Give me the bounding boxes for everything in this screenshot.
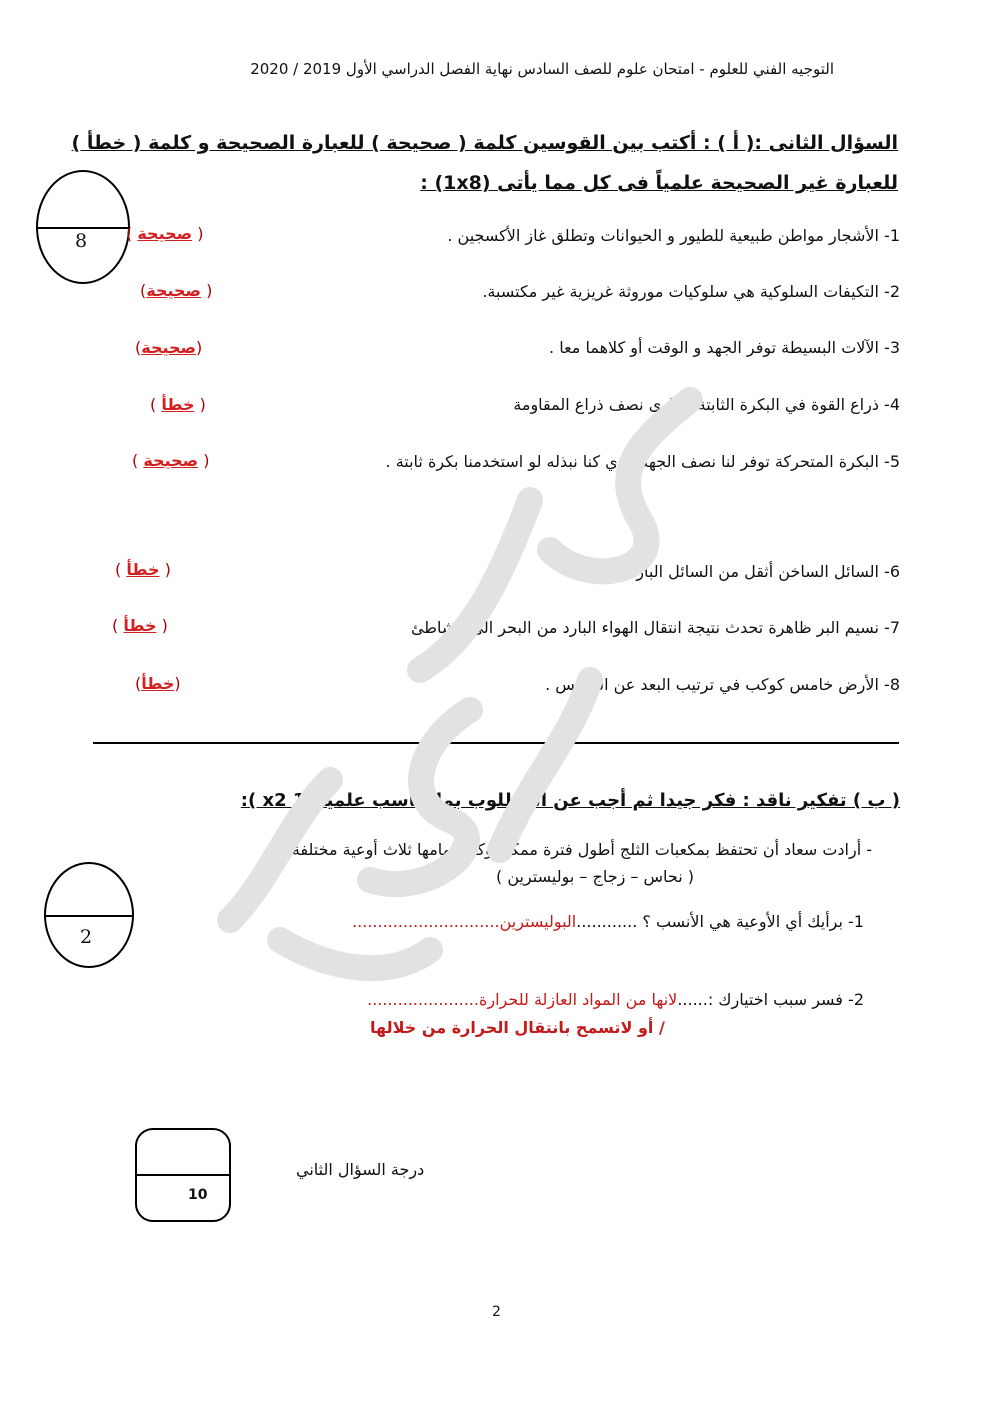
watermark-graphic: [170, 380, 730, 1020]
question-title: السؤال الثانى :( أ ) : أكتب بين القوسين كلمة ( صحيحة ) للعبارة الصحيحة و كلمة ( خطأ ): [71, 132, 898, 154]
scenario-line-2: ( نحاس – زجاج – بوليسترين ): [496, 867, 694, 886]
statement-1: 1- الأشجار مواطن طبيعية للطيور و الحيوانات وتطلق غاز الأكسجين .: [447, 226, 900, 245]
scenario-line-1: - أرادت سعاد أن تحتفظ بمكعبات الثلج أطول فترة ممكنة وكان امامها ثلاث أوعية مختلفة: [291, 840, 872, 859]
answer-word: صحيحة: [141, 338, 197, 357]
answer-2: ( صحيحة): [140, 281, 213, 300]
answer-word: خطأ: [141, 674, 175, 693]
exam-header: التوجيه الفني للعلوم - امتحان علوم للصف السادس نهاية الفصل الدراسي الأول 2019 / 2020: [250, 60, 834, 78]
answer-1: ( صحيحة ): [126, 224, 204, 243]
part-b-title: ( ب ) تفكير ناقد : فكر جيدا ثم أجب عن المطلوب بما يناسب علمياً (1 x2 ):: [240, 790, 900, 811]
answer-word: صحيحة: [146, 281, 202, 300]
statement-2: 2- التكيفات السلوكية هي سلوكيات موروثة غريزية غير مكتسبة.: [482, 282, 900, 301]
answer-word: صحيحة: [143, 451, 199, 470]
part-b-question-1: 1- برأيك أي الأوعية هي الأنسب ؟ ............البوليسترين.............................: [352, 912, 864, 931]
total-score-box: [135, 1128, 231, 1222]
answer-7: ( خطأ ): [112, 616, 168, 635]
answer-5: ( صحيحة ): [132, 451, 210, 470]
answer-word: خطأ: [161, 395, 195, 414]
question-1-answer: البوليسترين.............................: [352, 912, 577, 931]
score-part-b: 2: [80, 926, 93, 948]
question-2-answer: لانها من المواد العازلة للحرارة......................: [367, 990, 678, 1009]
total-score-label: درجة السؤال الثاني: [296, 1160, 425, 1179]
statement-8: 8- الأرض خامس كوكب في ترتيب البعد عن الشمس .: [545, 675, 900, 694]
question-2-answer-line2: / أو لاتسمح بانتقال الحرارة من خلالها: [370, 1018, 665, 1037]
statement-3: 3- الآلات البسيطة توفر الجهد و الوقت أو كلاهما معا .: [549, 338, 900, 357]
score-oval-part-b: [44, 862, 134, 968]
answer-word: خطأ: [126, 560, 160, 579]
answer-6: ( خطأ ): [115, 560, 171, 579]
statement-4: 4- ذراع القوة في البكرة الثابتة يساوى نصف ذراع المقاومة: [513, 395, 900, 414]
answer-4: ( خطأ ): [150, 395, 206, 414]
score-part-a: 8: [75, 230, 88, 252]
answer-8: (خطأ): [135, 674, 181, 693]
answer-word: خطأ: [123, 616, 157, 635]
answer-word: صحيحة: [137, 224, 193, 243]
statement-5: 5- البكرة المتحركة توفر لنا نصف الجهد الذي كنا نبذله لو استخدمنا بكرة ثابتة .: [385, 452, 900, 471]
answer-3: (صحيحة): [135, 338, 203, 357]
statement-6: 6- السائل الساخن أثقل من السائل البارد .: [619, 562, 900, 581]
part-b-question-2: 2- فسر سبب اختيارك :......لانها من المواد العازلة للحرارة......................: [367, 990, 864, 1009]
page-number: 2: [492, 1304, 501, 1320]
total-score: 10: [188, 1187, 208, 1203]
score-oval-part-a: [36, 170, 130, 284]
question-title-line2: للعبارة غير الصحيحة علمياً فى كل مما يأتى (1x8) :: [420, 172, 898, 194]
statement-7: 7- نسيم البر ظاهرة تحدث نتيجة انتقال الهواء البارد من البحر الى الشاطئ: [410, 618, 900, 637]
